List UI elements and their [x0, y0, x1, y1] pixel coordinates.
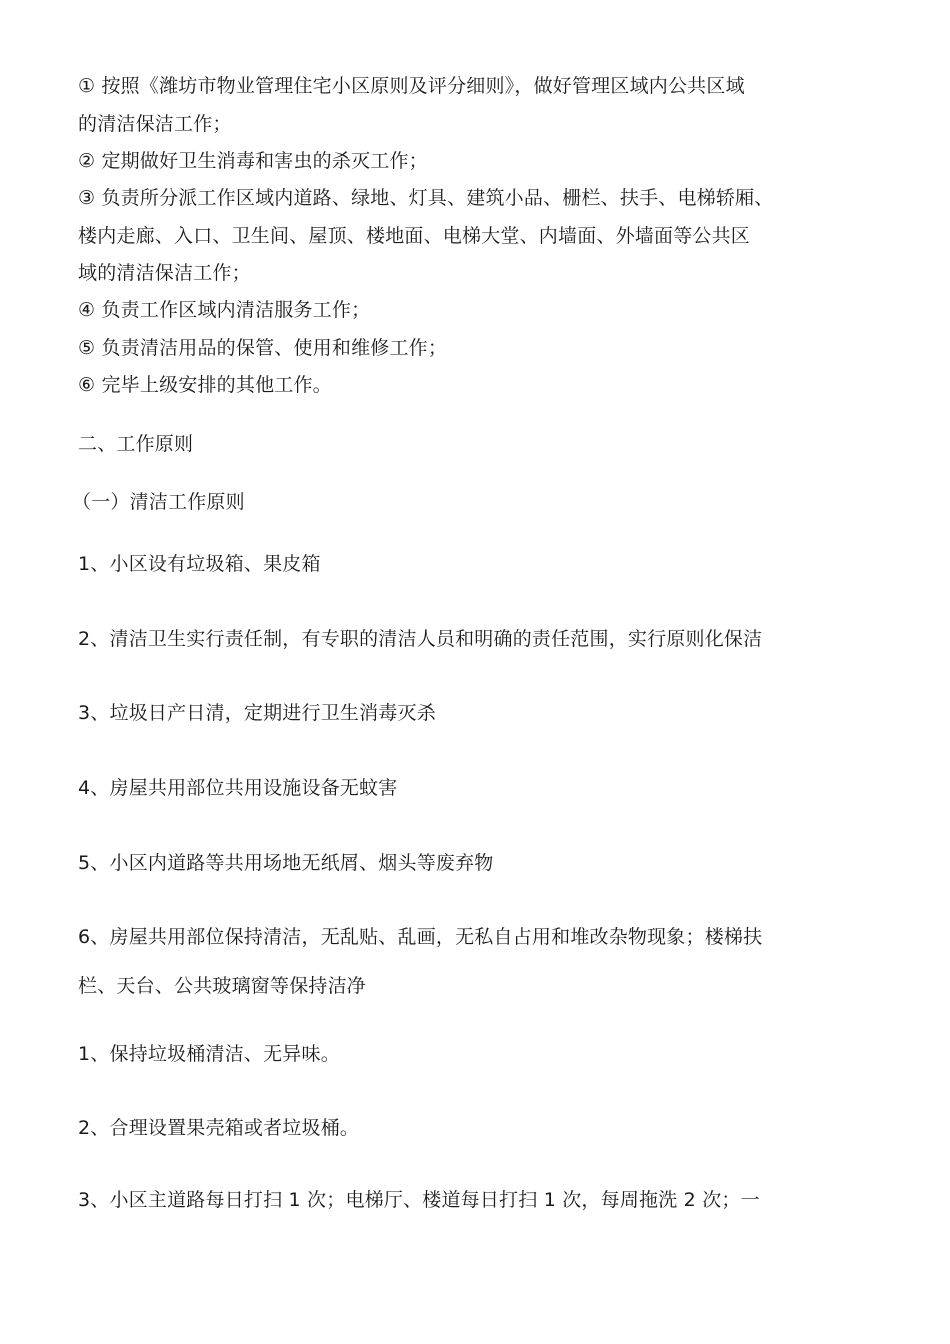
- duty-line-5: 楼内走廊、入口、卫生间、屋顶、楼地面、电梯大堂、内墙面、外墙面等公共区: [78, 225, 751, 247]
- principle-3: 3、垃圾日产日清，定期进行卫生消毒灭杀: [78, 702, 436, 724]
- principle-6-line-2: 栏、天台、公共玻璃窗等保持洁净: [78, 975, 367, 997]
- duty-line-4: ③ 负责所分派工作区域内道路、绿地、灯具、建筑小品、栅栏、扶手、电梯轿厢、: [78, 187, 774, 209]
- duty-line-1: ① 按照《潍坊市物业管理住宅小区原则及评分细则》，做好管理区域内公共区域: [78, 75, 745, 97]
- item-1: 1、保持垃圾桶清洁、无异味。: [78, 1043, 340, 1065]
- principle-4: 4、房屋共用部位共用设施设备无蚊害: [78, 777, 398, 799]
- duty-line-9: ⑥ 完毕上级安排的其他工作。: [78, 374, 332, 396]
- principle-5: 5、小区内道路等共用场地无纸屑、烟头等废弃物: [78, 852, 494, 874]
- section-title: 二、工作原则: [78, 433, 194, 455]
- subsection-title: （一）清洁工作原则: [72, 491, 245, 513]
- item-3: 3、小区主道路每日打扫 1 次；电梯厅、楼道每日打扫 1 次，每周拖洗 2 次；一: [78, 1189, 760, 1211]
- principle-2: 2、清洁卫生实行责任制，有专职的清洁人员和明确的责任范围，实行原则化保洁: [78, 628, 763, 650]
- duty-line-6: 域的清洁保洁工作；: [78, 262, 251, 284]
- principle-1: 1、小区设有垃圾箱、果皮箱: [78, 553, 321, 575]
- duty-line-2: 的清洁保洁工作；: [78, 113, 232, 135]
- item-2: 2、合理设置果壳箱或者垃圾桶。: [78, 1117, 360, 1139]
- duty-line-8: ⑤ 负责清洁用品的保管、使用和维修工作；: [78, 337, 448, 359]
- principle-6-line-1: 6、房屋共用部位保持清洁，无乱贴、乱画，无私自占用和堆改杂物现象；楼梯扶: [78, 926, 763, 948]
- duty-line-3: ② 定期做好卫生消毒和害虫的杀灭工作；: [78, 150, 428, 172]
- duty-line-7: ④ 负责工作区域内清洁服务工作；: [78, 299, 371, 321]
